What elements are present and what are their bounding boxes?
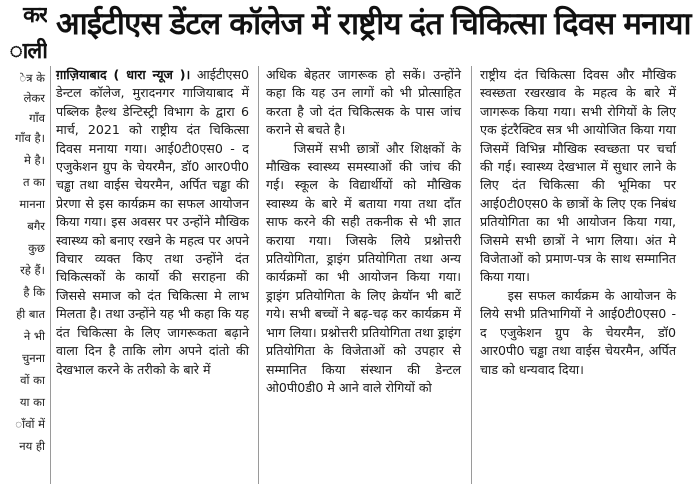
prev-text-line: बगैर: [27, 219, 45, 233]
prev-title-line-2: ाली: [9, 39, 47, 64]
prev-text-line: चुनना: [21, 351, 45, 365]
prev-text-line: गाँव है।: [15, 131, 45, 145]
prev-text-line: रहे हैं।: [20, 263, 45, 277]
prev-text-line: मानना: [19, 197, 45, 211]
prev-text-line: नय ही: [19, 439, 45, 453]
prev-text-line: कुछ: [28, 241, 45, 255]
column-2-paragraph-1: अधिक बेहतर जागरूक हो सकें। उन्होंने कहा कि यह उन लागों को भी प्रोत्साहित करता है जो दंत चिकित्सक के पास जांच कराने से बचते है।: [266, 67, 461, 138]
article-column-2: [266, 66, 461, 397]
article-column-3: [480, 66, 676, 379]
prev-text-line: लेकर: [23, 91, 45, 105]
column-divider: [471, 66, 472, 484]
column-divider: [258, 66, 259, 484]
article-headline: आईटीएस डेंटल कॉलेज में राष्ट्रीय दंत चिकित्सा दिवस मनाया: [56, 6, 691, 42]
column-3-paragraph-1: राष्ट्रीय दंत चिकित्सा दिवस और मौखिक स्वस्छता रखरखाव के महत्व के बारे में जागरूक किया गया। सभी रोगियों के लिए एक इंटरैक्टिव सत्र भी आयोजित किया गया जिसमें विभिन्न मौखिक स्वच्छता पर चर्चा की गई। स्वास्थ्य देखभाल में सुधार लाने के लिए दंत चिकित्सा की भूमिका पर आई0टी0एस0 के छात्रों के लिए एक निबंध प्रतियोगिता का भी आयोजन किया गया, जिसमे सभी छात्रों ने भाग लिया। अंत मे विजेताओं को प्रमाण-पत्र के साथ सम्मानित किया गया।: [480, 67, 676, 285]
column-divider: [50, 66, 51, 484]
column-3-paragraph-2: इस सफल कार्यक्रम के आयोजन के लिये सभी प्रतिभागियों ने आई0टी0एस0 - द एजुकेशन ग्रुप के चेयरमैन, डॉ0 आर0पी0 चड्ढा तथा वाईस चेयरमैन, अर्पित चाड को धन्यवाद दिया।: [480, 287, 676, 377]
prev-text-line: गाँव: [29, 111, 45, 125]
prev-text-line: वों का: [20, 373, 45, 387]
previous-article-fragment: [0, 0, 47, 490]
prev-title-line-1: कर: [23, 3, 47, 28]
prev-text-line: ाँवों में: [15, 417, 45, 431]
dateline: ग़ाज़ियाबाद ( धारा न्यूज )।: [56, 67, 191, 82]
prev-text-line: ही बात: [16, 307, 45, 321]
prev-text-line: ेत्र के: [19, 71, 45, 85]
column-1-text: आईटीएस0 डेन्टल कॉलेज, मुरादनगर गाजियाबाद में पब्लिक हैल्थ डेन्टिस्ट्री विभाग के द्वारा 6 मार्च, 2021 को राष्ट्रीय दंत चिकित्सा दिवस मनाया गया। आई0टी0एस0 - द एजुकेशन ग्रुप के चेयरमैन, डॉ0 आर0पी0 चड्ढा तथा वाईस चेयरमैन, अर्पित चड्ढा की प्रेरणा से इस कार्यक्रम का सफल आयोजन किया गया। इस अवसर पर उन्होंने मौखिक स्वास्थ्य को बनाए रखने के महत्व पर अपने विचार व्यक्त किए तथा उन्होंने दंत चिकित्सकों के कार्यो की सराहना की जिससे समाज को दंत चिकित्सा मे लाभ मिलता है। तथा उन्होंने यह भी कहा कि यह दंत चिकित्सा के लिए जागरूकता बढ़ाने वाला दिन है ताकि लोग अपने दांतो की देखभाल करने के तरीको के बारे में: [56, 67, 249, 377]
prev-text-line: मे है।: [24, 153, 45, 167]
article-column-1: [56, 66, 249, 379]
prev-text-line: या का: [19, 395, 45, 409]
column-2-paragraph-2: जिसमें सभी छात्रों और शिक्षकों के मौखिक स्वास्थ्य समस्याओं की जांच की गई। स्कूल के विद्यार्थीयों को मौखिक स्वास्थ्य के बारे में बताया गया तथा दाँत साफ करने की सही तकनीक से भी ज्ञात कराया गया। जिसके लिये प्रश्नोत्तरी प्रतियोगिता, ड्राइंग प्रतियोगिता तथा अन्य कार्यक्रमों का भी आयोजन किया गया। ड्राइंग प्रतियोगिता के लिए क्रेयॉन भी बाटें गये। सभी बच्चों ने बढ़-चढ़ कर कार्यक्रम में भाग लिया। प्रश्नोत्तरी प्रतियोगिता तथा ड्राइंग प्रतियोगिता के विजेताओं को उपहार से सम्मानित किया संस्थान की डेन्टल ओ0पी0डी0 मे आने वाले रोगियों को: [266, 140, 461, 395]
prev-text-line: ने भी: [23, 329, 45, 343]
prev-text-line: है कि: [23, 285, 45, 299]
prev-text-line: त का: [22, 175, 45, 189]
